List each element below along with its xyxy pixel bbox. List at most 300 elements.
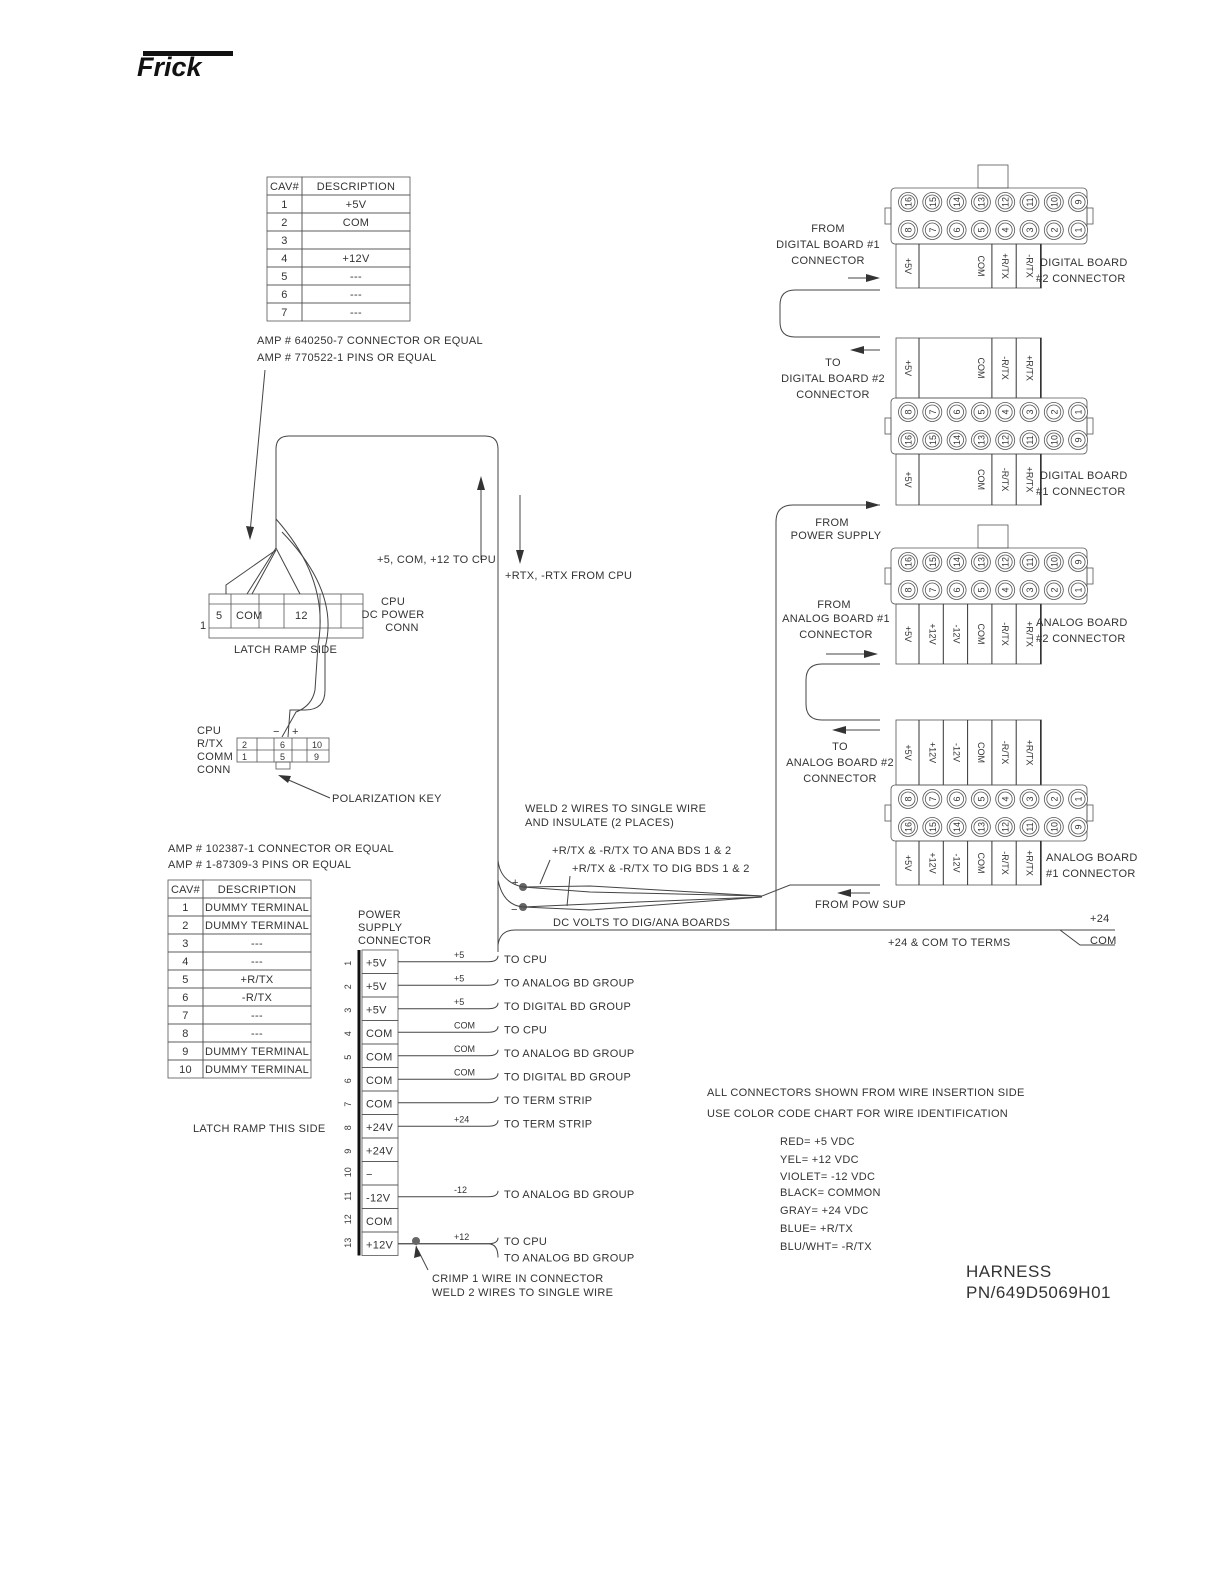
- connector-pin-number: 9: [1073, 559, 1084, 565]
- ps-title-1: POWER: [358, 909, 402, 921]
- connector-pin-number: 8: [903, 796, 914, 802]
- ps-cavity-number: 13: [342, 1237, 353, 1248]
- wire-block: [896, 454, 1042, 505]
- connector-pin-number: 1: [1073, 227, 1084, 233]
- connector-pin-number: 11: [1025, 197, 1035, 207]
- plus24-com-label: +24 & COM TO TERMS: [888, 937, 1011, 949]
- connector-pin-number: 9: [1073, 824, 1084, 830]
- wire-label: COM: [975, 852, 986, 874]
- connector-pin-number: 2: [1049, 587, 1060, 593]
- connector-pin-number: 8: [903, 227, 914, 233]
- ps-cavity-number: 5: [342, 1054, 353, 1060]
- wire-label: -12V: [951, 853, 962, 873]
- connector-pin-number: 4: [1000, 587, 1011, 593]
- connector-ear: [885, 418, 891, 434]
- connector-pin-number: 4: [1000, 409, 1011, 415]
- cpu-power-pin1-marker: 1: [200, 620, 207, 632]
- power-table-header: DESCRIPTION: [316, 181, 396, 193]
- comm-table-cav: 8: [182, 1028, 189, 1040]
- dig1-wires: [896, 454, 1042, 505]
- to-ana1-bundle: [762, 885, 880, 896]
- connector-ear: [1087, 568, 1093, 584]
- power-table-desc: +5V: [345, 199, 367, 211]
- ps-destination: TO DIGITAL BD GROUP: [504, 1001, 632, 1013]
- ps-cavity-label: COM: [366, 1216, 393, 1228]
- connector-pin-number: 3: [1025, 409, 1035, 415]
- wire-block: [896, 604, 1042, 664]
- wire-label: -R/TX: [1000, 740, 1011, 765]
- connector-pin-number: 4: [1000, 227, 1011, 233]
- ana2-label-2: #2 CONNECTOR: [1036, 633, 1126, 645]
- dig-loop-arrowhead-2: [850, 346, 864, 354]
- connector-pin-number: 15: [927, 821, 938, 833]
- wire-label: +5V: [903, 625, 913, 643]
- ps-cavity-number: 6: [342, 1078, 353, 1084]
- color-yel: YEL= +12 VDC: [780, 1154, 859, 1166]
- wire-label: COM: [975, 255, 986, 277]
- ps-cavity-label: COM: [366, 1098, 393, 1111]
- rtx-dig-arrow: [567, 876, 570, 906]
- cpu-comm-note-2: AMP # 1-87309-3 PINS OR EQUAL: [168, 859, 352, 871]
- ana2-wires: [896, 604, 1042, 664]
- connector-pin-number: 11: [1025, 435, 1035, 445]
- dig2-label-1: DIGITAL BOARD: [1040, 257, 1128, 269]
- wire-label: COM: [975, 623, 986, 645]
- connector-pin-number: 10: [1049, 821, 1060, 833]
- ps-destination: TO ANALOG BD GROUP: [504, 977, 635, 990]
- comm-table-desc: -R/TX: [241, 992, 273, 1004]
- cpu-power-pin-5: 5: [216, 610, 223, 622]
- cpu-comm-label-3: COMM: [197, 751, 234, 763]
- wire-label: +R/TX: [1024, 355, 1035, 381]
- crimp-arrowhead: [414, 1245, 421, 1258]
- comm-table-cav: 10: [179, 1064, 192, 1076]
- connector-pin-number: 2: [1049, 796, 1060, 802]
- note-arrow-line: [250, 370, 265, 533]
- power-table-cav: 4: [281, 253, 288, 265]
- note-arrowhead: [246, 526, 254, 540]
- wire-label: +R/TX: [1024, 739, 1035, 766]
- cpu-power-label-2: DC POWER: [361, 609, 425, 621]
- harness-title: HARNESS: [966, 1262, 1052, 1281]
- dig1-label-1: DIGITAL BOARD: [1040, 470, 1128, 482]
- cpu-comm-pin-2: 2: [242, 740, 248, 750]
- power-table-cav: 2: [281, 217, 288, 229]
- connector-pin-number: 6: [952, 409, 963, 415]
- comm-table-desc: DUMMY TERMINAL: [204, 920, 310, 932]
- dig-loop-wire: [780, 290, 880, 337]
- connector-pin-number: 10: [1049, 434, 1060, 446]
- connector-pin-number: 10: [1049, 196, 1060, 208]
- ps-wire: [398, 1003, 498, 1009]
- polarization-key-label: POLARIZATION KEY: [332, 793, 442, 805]
- ps-destination: TO TERM STRIP: [504, 1118, 593, 1131]
- wire-block: [896, 841, 1042, 885]
- ps-wire: [398, 1191, 498, 1197]
- ps-cavity-number: 2: [342, 984, 353, 990]
- wire-label: -R/TX: [1000, 467, 1011, 492]
- color-red: RED= +5 VDC: [780, 1136, 855, 1148]
- ps-title-3: CONNECTOR: [358, 935, 432, 947]
- from-ana1-3: CONNECTOR: [799, 629, 873, 641]
- ps-cavity-number: 10: [342, 1167, 353, 1178]
- power-table-desc: COM: [342, 217, 370, 229]
- wire-block: [896, 244, 1042, 288]
- comm-table-header: DESCRIPTION: [217, 884, 297, 896]
- ps-cavity-number: 11: [342, 1191, 353, 1201]
- ps-cavity-number: 1: [342, 960, 353, 966]
- to-dig2-3: CONNECTOR: [796, 389, 870, 401]
- ps-cavity-label: +5V: [366, 1004, 387, 1017]
- ana1-top-wires: [896, 720, 1042, 785]
- ps-wire: [398, 1244, 498, 1258]
- comm-table-cav: 7: [182, 1010, 189, 1022]
- weld-note-2: AND INSULATE (2 PLACES): [525, 817, 675, 829]
- connector-ear: [1087, 208, 1093, 224]
- analog-board-1-connector: [885, 785, 1093, 841]
- latch-ramp-this-side: LATCH RAMP THIS SIDE: [193, 1123, 326, 1135]
- arrow-from-cpu-head: [516, 550, 524, 564]
- wire-label: COM: [975, 742, 986, 763]
- ps-cavity-label: +5V: [366, 957, 387, 970]
- power-supply-connector: [343, 950, 635, 1265]
- connector-pin-number: 15: [927, 434, 938, 446]
- ps-wire-label: +5: [454, 996, 465, 1007]
- ps-wire-label: -12: [454, 1184, 468, 1195]
- connector-pin-number: 12: [1000, 556, 1011, 568]
- color-violet: VIOLET= -12 VDC: [780, 1171, 876, 1183]
- cpu-dc-power-connector: [209, 594, 363, 638]
- wire-label: +R/TX: [1024, 850, 1035, 876]
- power-table-desc: ---: [350, 271, 362, 283]
- dig2-wires: [896, 244, 1042, 288]
- ps-title-2: SUPPLY: [358, 922, 403, 934]
- cpu-comm-pin-6: 6: [280, 740, 286, 750]
- cpu-power-latch-label: LATCH RAMP SIDE: [234, 644, 338, 656]
- ps-cavity-number: 8: [342, 1125, 353, 1131]
- ana2-label-1: ANALOG BOARD: [1036, 617, 1128, 629]
- ps-cavity-number: 3: [342, 1007, 353, 1013]
- ps-wire-label: COM: [454, 1020, 475, 1031]
- connector-pin-number: 5: [976, 227, 987, 233]
- weld-minus: −: [511, 904, 518, 916]
- rtx-ana-label: +R/TX & -R/TX TO ANA BDS 1 & 2: [552, 845, 732, 857]
- connector-pin-number: 8: [903, 409, 914, 415]
- to-dig2-1: TO: [825, 357, 841, 369]
- cpu-comm-pin-5: 5: [280, 752, 286, 762]
- cpu-comm-pin-9: 9: [314, 752, 320, 762]
- wire-block: [896, 338, 1042, 398]
- connector-pin-number: 12: [1000, 821, 1011, 833]
- cpu-comm-label-4: CONN: [197, 764, 231, 776]
- connector-pin-number: 12: [1000, 434, 1011, 446]
- wire-label: -R/TX: [1024, 254, 1035, 278]
- polarization-arrowhead: [278, 775, 291, 783]
- wire-label: -12V: [951, 624, 962, 644]
- connector-pin-number: 1: [1073, 587, 1084, 593]
- power-table-cell: [302, 231, 410, 249]
- cpu-comm-label-1: CPU: [197, 725, 222, 737]
- ps-destination: TO ANALOG BD GROUP: [504, 1048, 635, 1060]
- wire-label: -12V: [951, 742, 962, 763]
- ps-wire: [398, 956, 498, 962]
- digital-board-1-connector: [885, 398, 1093, 454]
- dig-loop-arrowhead-1: [866, 274, 880, 282]
- logo-text: Frick: [137, 52, 202, 82]
- note-line-1: ALL CONNECTORS SHOWN FROM WIRE INSERTION SIDE: [707, 1087, 1025, 1099]
- connector-pin-number: 1: [1073, 796, 1084, 802]
- connector-pin-number: 15: [927, 556, 938, 568]
- connector-pin-number: 15: [927, 196, 938, 208]
- dig1-top-wires: [896, 338, 1042, 398]
- connector-pin-number: 4: [1000, 796, 1011, 802]
- connector-pin-number: 6: [952, 796, 963, 802]
- wire-label: +5V: [903, 257, 913, 275]
- ps-destination: TO CPU: [504, 1024, 548, 1037]
- comm-table-desc: ---: [251, 1028, 263, 1040]
- dig2-label-2: #2 CONNECTOR: [1036, 273, 1126, 285]
- comm-table-cav: 1: [182, 902, 189, 914]
- from-power-2: POWER SUPPLY: [790, 530, 882, 542]
- color-bluwht: BLU/WHT= -R/TX: [780, 1241, 872, 1253]
- connector-pin-number: 2: [1049, 409, 1060, 415]
- connector-pin-number: 7: [927, 587, 938, 593]
- ps-cavity-label: COM: [366, 1075, 393, 1087]
- dig1-label-2: #1 CONNECTOR: [1036, 486, 1126, 498]
- connector-ear: [885, 208, 891, 224]
- wire-rtx-1: [282, 532, 328, 737]
- ana-loop-arrowhead-1: [864, 650, 878, 658]
- connector-pin-number: 16: [903, 556, 914, 568]
- ps-destination: TO ANALOG BD GROUP: [504, 1252, 635, 1265]
- ps-wire: [398, 1073, 498, 1079]
- to-cpu-label: +5, COM, +12 TO CPU: [377, 554, 497, 566]
- cpu-power-note-2: AMP # 770522-1 PINS OR EQUAL: [257, 352, 437, 364]
- crimp-note-1: CRIMP 1 WIRE IN CONNECTOR: [432, 1273, 604, 1285]
- ps-cavity-label: -12V: [366, 1192, 391, 1205]
- connector-pin-number: 7: [927, 409, 938, 415]
- connector-pin-number: 16: [903, 821, 914, 833]
- connector-pin-number: 13: [976, 556, 987, 568]
- comm-table-cav: 5: [182, 974, 189, 986]
- ps-wire-label: COM: [454, 1067, 475, 1078]
- plus24-label: +24: [1090, 913, 1110, 925]
- comm-table-cav: 3: [182, 938, 189, 950]
- comm-table-cav: 9: [182, 1046, 189, 1058]
- rtx-dig-label: +R/TX & -R/TX TO DIG BDS 1 & 2: [572, 863, 750, 875]
- wire-label: -R/TX: [1000, 851, 1011, 875]
- to-ana2-3: CONNECTOR: [803, 773, 877, 785]
- cpu-comm-plus: +: [292, 726, 299, 738]
- wire-label: +5V: [903, 744, 913, 761]
- analog-board-2-connector: [885, 548, 1093, 604]
- connector-pin-number: 14: [952, 196, 963, 208]
- wire-label: +R/TX: [1000, 253, 1011, 279]
- color-blue: BLUE= +R/TX: [780, 1223, 853, 1235]
- cpu-comm-minus: −: [273, 726, 280, 738]
- connector-pin-number: 14: [952, 434, 963, 446]
- power-table-desc: ---: [350, 307, 362, 319]
- comm-table-desc: ---: [251, 956, 263, 968]
- connector-pin-number: 5: [976, 587, 987, 593]
- ana1-wires: [896, 841, 1042, 885]
- wire-label: +12V: [927, 741, 938, 764]
- color-gray: GRAY= +24 VDC: [780, 1205, 869, 1217]
- comm-table-desc: ---: [251, 938, 263, 950]
- connector-pin-number: 6: [952, 587, 963, 593]
- ps-cavity-label: COM: [366, 1028, 393, 1040]
- ps-wire: [398, 1097, 498, 1103]
- com-label: COM: [1090, 935, 1117, 947]
- cpu-power-label-1: CPU: [380, 596, 406, 608]
- connector-pin-number: 2: [1049, 227, 1060, 233]
- from-ana1-1: FROM: [817, 599, 851, 611]
- from-pow-sup-label: FROM POW SUP: [815, 899, 906, 911]
- to-dig2-2: DIGITAL BOARD #2: [781, 373, 885, 385]
- connector-pin-number: 9: [1073, 199, 1084, 205]
- connector-pin-number: 12: [1000, 196, 1011, 208]
- ps-cavity-label: +12V: [366, 1239, 394, 1252]
- power-table-header: CAV#: [269, 181, 300, 193]
- wire-label: +5V: [903, 854, 913, 872]
- weld-plus: +: [512, 877, 519, 889]
- from-dig1-1: FROM: [811, 223, 845, 235]
- wire-label: -R/TX: [1000, 356, 1011, 380]
- connector-pin-number: 5: [976, 409, 987, 415]
- connector-pin-number: 13: [976, 434, 987, 446]
- connector-pin-number: 11: [1025, 822, 1035, 832]
- digital-board-2-connector: [885, 188, 1093, 244]
- ps-cavity-number: 7: [342, 1101, 353, 1107]
- connector-pin-number: 6: [952, 227, 963, 233]
- wire-cpu-12: [276, 548, 300, 594]
- ps-wire: [398, 979, 498, 985]
- dig2-latch: [978, 165, 1008, 188]
- comm-table-desc: DUMMY TERMINAL: [204, 1064, 310, 1076]
- crimp-note-2: WELD 2 WIRES TO SINGLE WIRE: [432, 1287, 614, 1299]
- ps-cavity-label: −: [366, 1169, 373, 1181]
- ps-wire: [398, 1026, 498, 1032]
- cpu-power-label-3: CONN: [385, 622, 419, 634]
- dc-volts-label: DC VOLTS TO DIG/ANA BOARDS: [553, 917, 731, 929]
- wire-bundle-to-cpu: [247, 436, 498, 952]
- wire-label: +5V: [903, 359, 913, 377]
- polarization-arrow-line: [284, 778, 330, 798]
- connector-ear: [885, 805, 891, 821]
- connector-pin-number: 14: [952, 556, 963, 568]
- comm-table-cav: 6: [182, 992, 189, 1004]
- from-pow-sup-arrowhead: [837, 889, 851, 897]
- to-ana2-1: TO: [832, 741, 848, 753]
- ps-destination: TO DIGITAL BD GROUP: [504, 1071, 632, 1084]
- wire-label: COM: [975, 469, 986, 490]
- power-table-cav: 7: [281, 307, 288, 319]
- connector-pin-number: 11: [1025, 557, 1035, 567]
- ana2-latch: [978, 525, 1008, 548]
- connector-pin-number: 3: [1025, 796, 1035, 802]
- power-table-cav: 6: [281, 289, 288, 301]
- cpu-power-cav-table: [267, 177, 410, 321]
- rtx-ana-arrow: [540, 860, 550, 884]
- ana-loop-arrowhead-2: [832, 726, 846, 734]
- from-power-1: FROM: [815, 517, 849, 529]
- ana1-label-2: #1 CONNECTOR: [1046, 868, 1136, 880]
- frick-logo: [137, 51, 233, 82]
- ps-wire: [398, 1120, 498, 1126]
- ps-wire-label: +12: [454, 1231, 470, 1242]
- cpu-comm-label-2: R/TX: [197, 738, 224, 750]
- power-table-desc: +12V: [342, 253, 370, 265]
- ana-loop-wire: [806, 664, 880, 720]
- power-table-desc: ---: [350, 289, 362, 301]
- harness-pn: PN/649D5069H01: [966, 1283, 1111, 1302]
- ps-destination: TO CPU: [504, 1236, 548, 1248]
- ps-cavity-label: +24V: [366, 1145, 394, 1158]
- connector-pin-number: 5: [976, 796, 987, 802]
- ps-destination: TO TERM STRIP: [504, 1095, 593, 1107]
- wire-label: -R/TX: [1000, 622, 1011, 646]
- wire-block: [896, 720, 1042, 785]
- connector-pin-number: 16: [903, 434, 914, 446]
- ps-cavity-label: +5V: [366, 981, 387, 993]
- comm-table-desc: DUMMY TERMINAL: [204, 1046, 310, 1058]
- comm-table-desc: +R/TX: [240, 974, 274, 986]
- connector-pin-number: 16: [903, 196, 914, 208]
- cpu-power-note-1: AMP # 640250-7 CONNECTOR OR EQUAL: [257, 335, 483, 347]
- wire-label: COM: [975, 357, 986, 379]
- ps-wire-label: COM: [454, 1043, 475, 1054]
- ps-wire-label: +24: [454, 1114, 470, 1125]
- arrow-to-cpu-head: [477, 476, 485, 490]
- ps-cavity-number: 12: [342, 1214, 353, 1225]
- connector-pin-number: 8: [903, 587, 914, 593]
- power-table-cav: 3: [281, 235, 288, 247]
- comm-table-header: CAV#: [170, 884, 201, 896]
- connector-ear: [1087, 805, 1093, 821]
- connector-pin-number: 7: [927, 227, 938, 233]
- from-cpu-label: +RTX, -RTX FROM CPU: [505, 570, 633, 582]
- ps-destination: TO CPU: [504, 954, 548, 966]
- ps-wire: [398, 1050, 498, 1056]
- cpu-comm-pin-1: 1: [242, 752, 248, 762]
- connector-pin-number: 10: [1049, 556, 1060, 568]
- ps-cavity-label: +24V: [366, 1122, 394, 1134]
- wire-label: +R/TX: [1024, 621, 1035, 647]
- from-dig1-3: CONNECTOR: [791, 255, 865, 267]
- wire-label: +R/TX: [1024, 466, 1035, 493]
- rtx-wire-ana-plus: [523, 886, 762, 896]
- connector-pin-number: 13: [976, 821, 987, 833]
- connector-pin-number: 7: [927, 796, 938, 802]
- ps-destination: TO ANALOG BD GROUP: [504, 1189, 635, 1201]
- connector-pin-number: 3: [1025, 587, 1035, 593]
- cpu-power-pin-12: 12: [295, 610, 308, 622]
- connector-ear: [1087, 418, 1093, 434]
- from-dig1-2: DIGITAL BOARD #1: [776, 239, 880, 251]
- comm-table-desc: DUMMY TERMINAL: [204, 902, 310, 914]
- cpu-comm-cav-table: [168, 880, 311, 1078]
- connector-pin-number: 9: [1073, 437, 1084, 443]
- comm-table-desc: ---: [251, 1010, 263, 1022]
- connector-pin-number: 3: [1025, 227, 1035, 233]
- note-line-2: USE COLOR CODE CHART FOR WIRE IDENTIFICATION: [707, 1108, 1009, 1120]
- connector-ear: [885, 568, 891, 584]
- crimp-point: [412, 1237, 420, 1245]
- ps-cavity-number: 4: [342, 1031, 353, 1037]
- wire-label: +12V: [927, 623, 938, 645]
- wire-label: +12V: [927, 852, 938, 874]
- connector-pin-number: 13: [976, 196, 987, 208]
